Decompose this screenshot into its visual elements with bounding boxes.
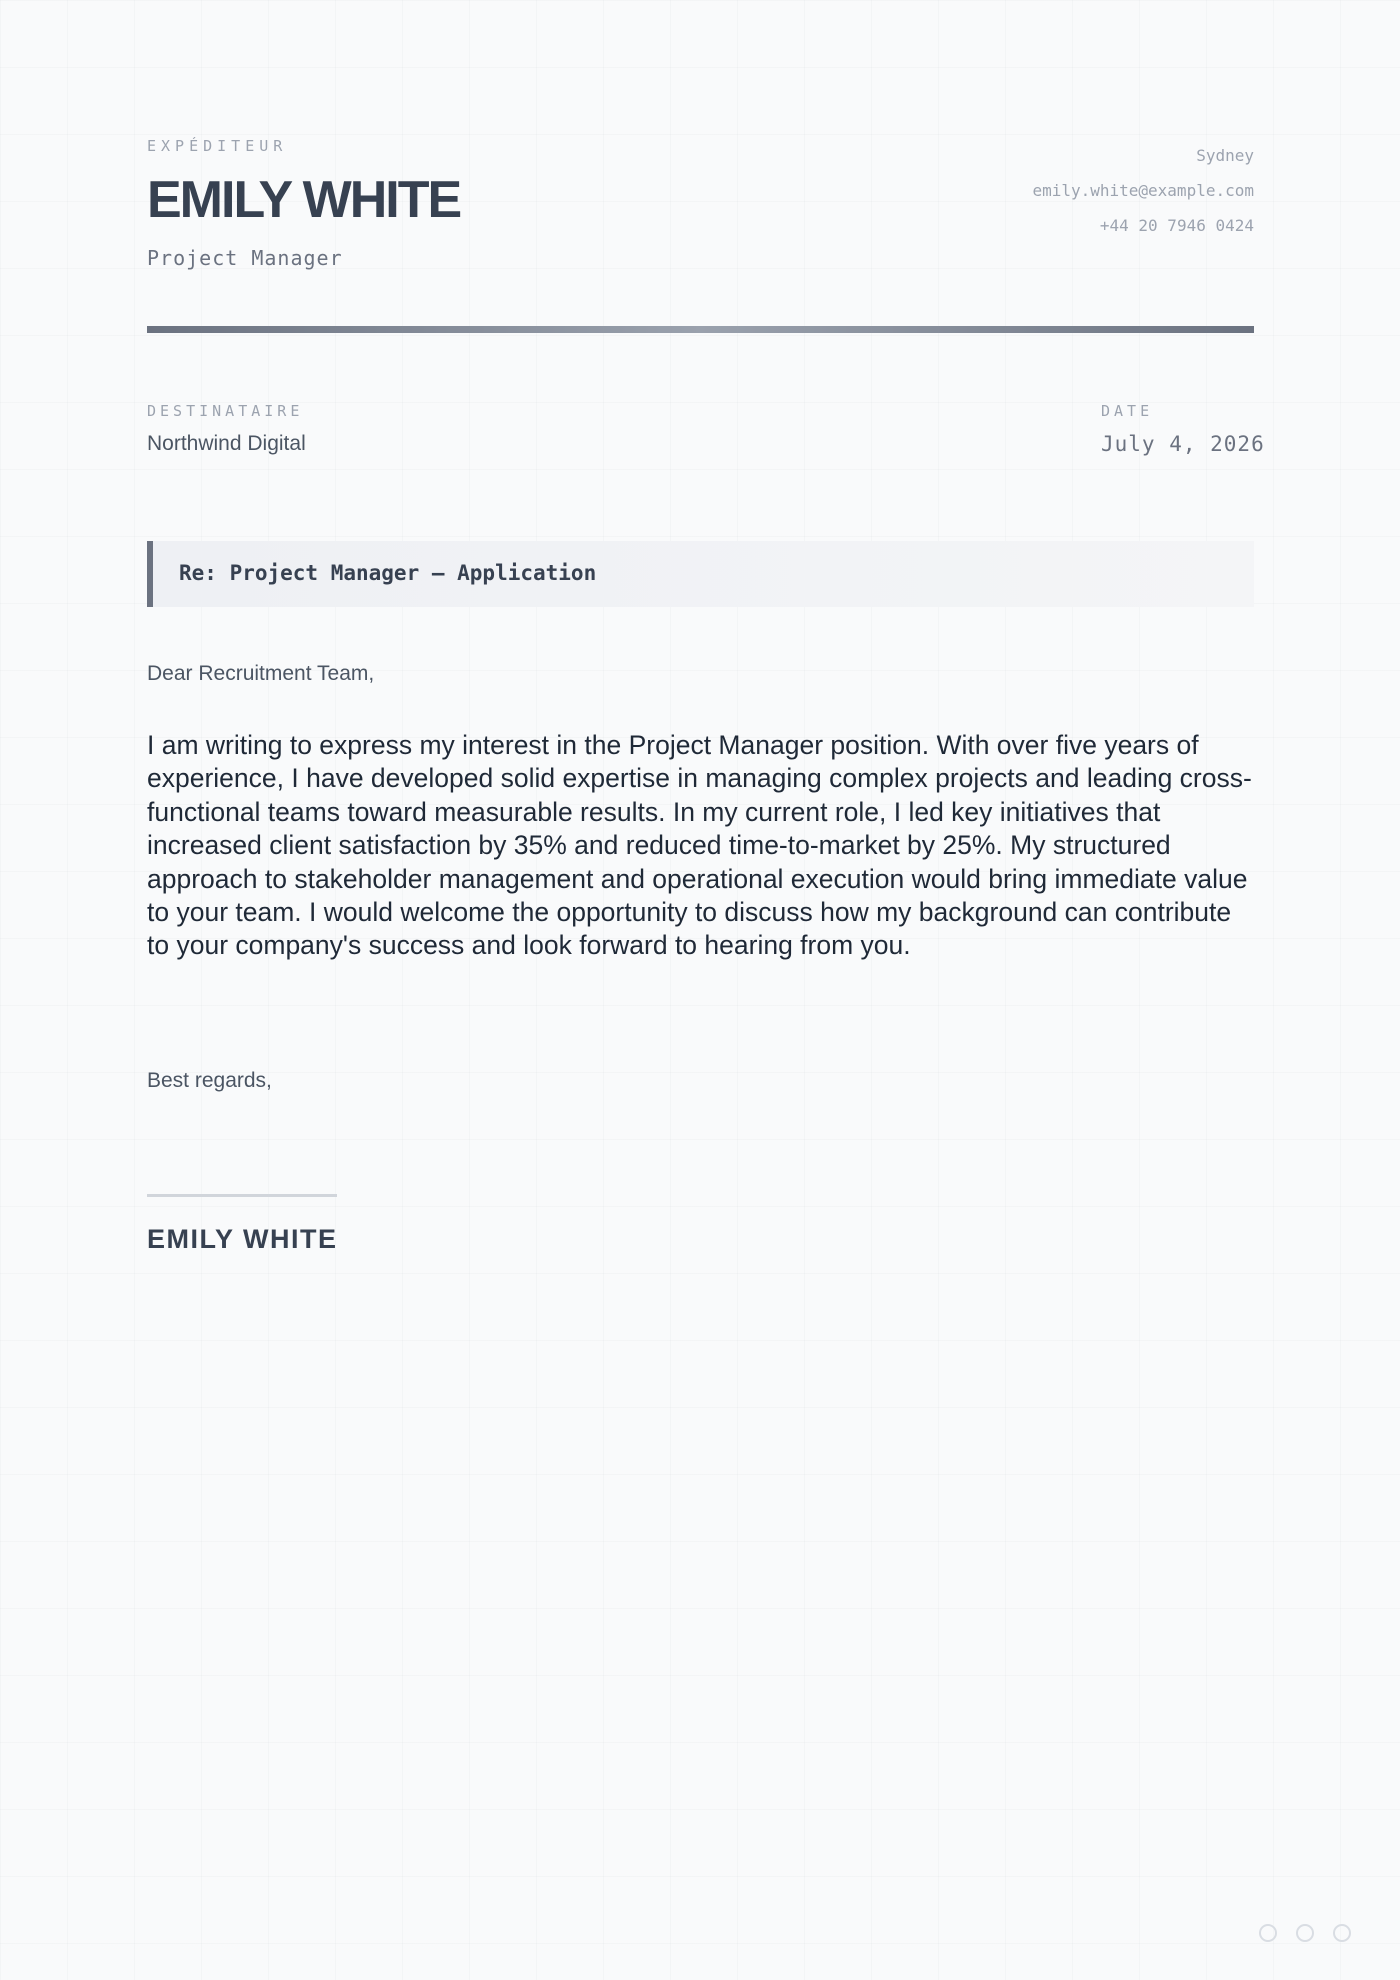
sender-name: EMILY WHITE: [147, 171, 461, 229]
sender-label: EXPÉDITEUR: [147, 137, 288, 155]
letter-page: [147, 0, 1265, 1980]
contact-block: [1032, 138, 1254, 243]
header-divider: [147, 326, 1254, 333]
subject-line: Re: Project Manager — Application: [179, 561, 597, 585]
recipient-block: [147, 402, 306, 456]
signature-name: EMILY WHITE: [147, 1224, 338, 1254]
salutation: Dear Recruitment Team,: [147, 662, 375, 685]
date-label: DATE: [1101, 402, 1154, 420]
letter-body: I am writing to express my interest in the Project Manager position. With over five years of experience, I have developed solid expertise in managing complex projects and leading cross-functional teams toward measurable results. In my current role, I led key initiatives that increased client satisfaction by 35% and reduced time-to-market by 25%. My structured approach to stakeholder management and operational execution would bring immediate value to your team. I would welcome the opportunity to discuss how my background can contribute to your company's success and look forward to hearing from you.: [147, 730, 1252, 961]
page-dot-3[interactable]: [1333, 1924, 1351, 1942]
recipient-label: DESTINATAIRE: [147, 402, 304, 420]
subject-box: [147, 541, 1254, 607]
date-block: [1101, 402, 1265, 456]
contact-phone[interactable]: +44 20 7946 0424: [1099, 216, 1254, 235]
page-dot-2[interactable]: [1296, 1924, 1314, 1942]
contact-email[interactable]: emily.white@example.com: [1032, 181, 1254, 200]
sender-role: Project Manager: [147, 246, 343, 270]
page-dots: [1259, 1924, 1351, 1942]
contact-city: Sydney: [1196, 146, 1254, 165]
date-value: July 4, 2026: [1101, 432, 1265, 456]
signature-line: [147, 1194, 337, 1197]
page-dot-1[interactable]: [1259, 1924, 1277, 1942]
recipient-name: Northwind Digital: [147, 432, 306, 455]
closing: Best regards,: [147, 1069, 272, 1092]
